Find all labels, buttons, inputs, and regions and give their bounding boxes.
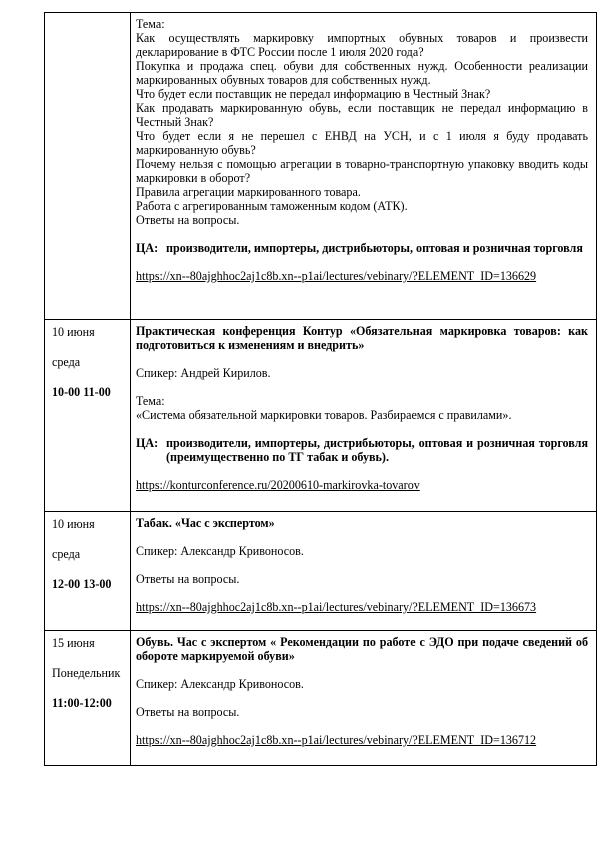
event-speaker: Спикер: Андрей Кирилов. [136, 366, 271, 380]
target-audience-label: ЦА: [136, 241, 159, 255]
event-cell [131, 13, 597, 320]
event-answers: Ответы на вопросы. [136, 705, 240, 719]
event-time: 12-00 13-00 [52, 577, 112, 591]
event-date: 10 июня [52, 517, 95, 531]
event-title: Табак. «Час с экспертом» [136, 516, 275, 530]
event-cell [131, 320, 597, 512]
question-item: Правила агрегации маркированного товара. [136, 185, 361, 199]
question-item: Как осуществлять маркировку импортных обувных товаров и произвести декларирование в ФТС России после 1 июля 2020 года? [136, 31, 588, 59]
event-time: 10-00 11-00 [52, 385, 111, 399]
target-audience-text: производители, импортеры, дистрибьюторы, оптовая и розничная торговля (преимущественно по ТГ табак и обувь). [166, 436, 588, 464]
question-item: Почему нельзя с помощью агрегации в товарно-транспортную упаковку вводить коды маркировки в оборот? [136, 157, 588, 185]
table-row [45, 512, 597, 631]
webinar-link[interactable]: https://xn--80ajghhoc2aj1c8b.xn--p1ai/lectures/vebinary/?ELEMENT_ID=136712 [136, 733, 537, 747]
question-item: Ответы на вопросы. [136, 213, 240, 227]
event-topic: «Система обязательной маркировки товаров. Разбираемся с правилами». [136, 408, 512, 422]
question-item: Покупка и продажа спец. обуви для собственных нужд. Особенности реализации маркированных обувных товаров для собственных нужд. [136, 59, 588, 87]
event-weekday: Понедельник [52, 666, 121, 680]
target-audience-label: ЦА: [136, 436, 159, 450]
target-audience-text: производители, импортеры, дистрибьюторы, оптовая и розничная торговля [166, 241, 583, 255]
event-answers: Ответы на вопросы. [136, 572, 240, 586]
table-row [45, 13, 597, 320]
question-item: Работа с агрегированным таможенным кодом (АТК). [136, 199, 408, 213]
date-cell [45, 13, 131, 320]
question-item: Что будет если я не перешел с ЕНВД на УСН, и с 1 июля я буду продавать маркированную обувь? [136, 129, 588, 157]
topic-label: Тема: [136, 17, 165, 31]
date-cell [45, 512, 131, 631]
event-date: 10 июня [52, 325, 95, 339]
webinar-link[interactable]: https://konturconference.ru/20200610-markirovka-tovarov [136, 478, 420, 492]
question-item: Что будет если поставщик не передал информацию в Честный Знак? [136, 87, 491, 101]
target-audience [136, 436, 588, 464]
target-audience [136, 241, 588, 255]
event-speaker: Спикер: Александр Кривоносов. [136, 677, 304, 691]
webinar-link[interactable]: https://xn--80ajghhoc2aj1c8b.xn--p1ai/lectures/vebinary/?ELEMENT_ID=136673 [136, 600, 537, 614]
event-speaker: Спикер: Александр Кривоносов. [136, 544, 304, 558]
event-time: 11:00-12:00 [52, 696, 112, 710]
event-cell [131, 631, 597, 766]
table-row [45, 320, 597, 512]
question-item: Как продавать маркированную обувь, если поставщик не передал информацию в Честный Знак? [136, 101, 588, 129]
event-date: 15 июня [52, 636, 95, 650]
topic-label: Тема: [136, 394, 165, 408]
table-row [45, 631, 597, 766]
event-title: Практическая конференция Контур «Обязательная маркировка товаров: как подготовиться к изменениям и внедрить» [136, 324, 588, 352]
schedule-table [44, 12, 597, 766]
event-cell [131, 512, 597, 631]
event-title: Обувь. Час с экспертом « Рекомендации по работе с ЭДО при подаче сведений об обороте маркируемой обуви» [136, 635, 588, 663]
date-cell [45, 631, 131, 766]
event-weekday: среда [52, 547, 81, 561]
event-weekday: среда [52, 355, 81, 369]
webinar-link[interactable]: https://xn--80ajghhoc2aj1c8b.xn--p1ai/lectures/vebinary/?ELEMENT_ID=136629 [136, 269, 537, 283]
date-cell [45, 320, 131, 512]
